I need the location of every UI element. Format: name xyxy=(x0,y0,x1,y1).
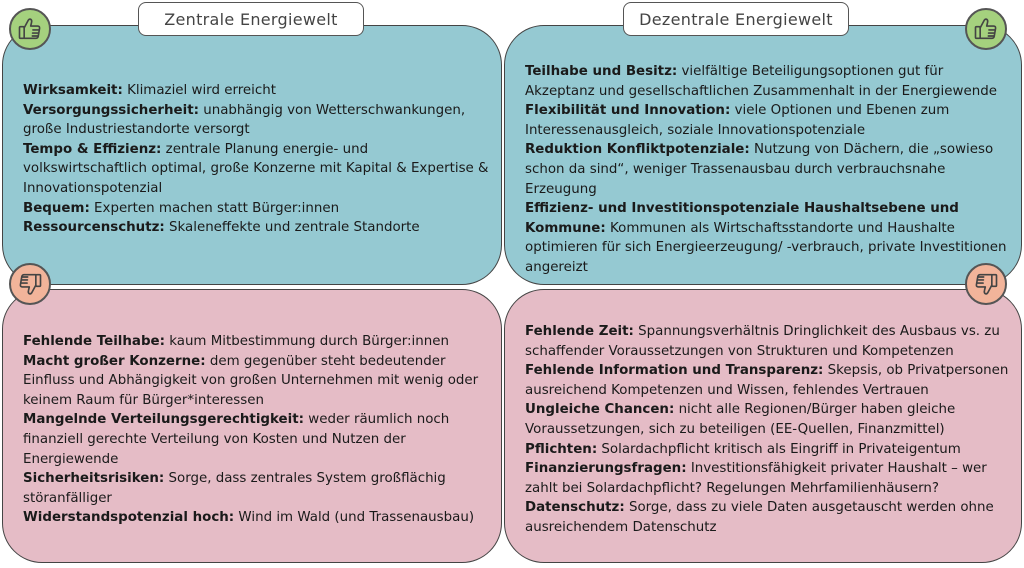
item-text: Investitionsfähigkeit privater Haushalt – wer zahlt bei Solardachpflicht? Regelungen Mehrfamilienhäusern? xyxy=(525,461,987,496)
thumbs-down-icon xyxy=(965,263,1007,305)
list-item xyxy=(23,410,493,469)
item-term: Bequem: xyxy=(23,200,90,216)
item-text: vielfältige Beteiligungsoptionen gut für Akzeptanz und gesellschaftlichen Zusammenhalt in der Energiewende xyxy=(525,64,997,99)
item-text: Skaleneffekte und zentrale Standorte xyxy=(164,220,420,236)
header-zentrale-energiewelt: Zentrale Energiewelt xyxy=(138,2,364,36)
item-term: Fehlende Teilhabe: xyxy=(23,334,165,349)
item-term: Wirksamkeit: xyxy=(23,83,123,98)
list-item xyxy=(525,101,1015,140)
list-item xyxy=(525,459,1015,498)
item-text: kaum Mitbestimmung durch Bürger:innen xyxy=(164,334,449,349)
item-term: Mangelnde Verteilungsgerechtigkeit: xyxy=(23,412,304,428)
item-text: Sorge, dass zentrales System großflächig störanfälliger xyxy=(23,471,446,506)
list-item xyxy=(525,400,1015,439)
item-text: Nutzung von Dächern, die „sowieso schon da sind“, weniger Trassenausbau durch verbrauchsnahe Erzeugung xyxy=(525,142,994,197)
item-term: Widerstandspotenzial hoch: xyxy=(23,510,235,526)
item-text: Spannungsverhältnis Dringlichkeit des Ausbaus vs. zu schaffender Voraussetzungen von Strukturen und Kompetenzen xyxy=(525,324,1000,359)
item-text: unabhängig von Wetterschwankungen, große Industriestandorte versorgt xyxy=(23,102,466,138)
item-term: Macht großer Konzerne: xyxy=(23,353,206,369)
item-text: Experten machen statt Bürger:innen xyxy=(89,200,340,216)
dezentral-pro-panel xyxy=(504,25,1022,285)
item-text: Kommunen als Wirtschaftsstandorte und Haushalte optimieren für sich Energieerzeugung/ -verbrauch, private Investitionen angereizt xyxy=(525,220,1007,275)
dezentral-con-panel xyxy=(504,289,1022,563)
item-term: Sicherheitsrisiken: xyxy=(23,471,165,487)
item-term: Effizienz- und Investitionspotenziale Haushaltsebene und Kommune: xyxy=(525,201,959,236)
item-term: Ressourcenschutz: xyxy=(23,220,165,236)
item-term: Flexibilität und Innovation: xyxy=(525,103,731,119)
list-item xyxy=(23,81,493,101)
list-item xyxy=(525,322,1015,361)
item-term: Datenschutz: xyxy=(525,500,625,516)
list-item xyxy=(23,140,493,199)
item-term: Fehlende Information und Transparenz: xyxy=(525,363,824,379)
list-item xyxy=(23,199,493,219)
list-item xyxy=(525,440,1015,460)
item-text: Klimaziel wird erreicht xyxy=(122,83,276,98)
list-item xyxy=(23,101,493,140)
list-item xyxy=(23,508,493,528)
item-term: Tempo & Effizienz: xyxy=(23,141,162,157)
dezentral-pro-list xyxy=(525,62,1015,278)
zentral-con-panel xyxy=(2,289,502,563)
item-text: Wind im Wald (und Trassenausbau) xyxy=(234,510,475,526)
item-text: dem gegenüber steht bedeutender Einfluss und Abhängigkeit von großen Unternehmen mit wenig oder keinem Raum für Bürger*interessen xyxy=(23,353,479,408)
header-dezentrale-energiewelt: Dezentrale Energiewelt xyxy=(623,2,849,36)
item-text: Sorge, dass zu viele Daten ausgetauscht werden ohne ausreichendem Datenschutz xyxy=(525,500,994,535)
item-term: Reduktion Konfliktpotenziale: xyxy=(525,142,750,158)
thumbs-down-icon xyxy=(9,263,51,305)
zentral-con-list xyxy=(23,332,493,528)
item-text: Skepsis, ob Privatpersonen ausreichend Kompetenzen und Wissen, fehlendes Vertrauen xyxy=(525,363,1009,398)
item-term: Pflichten: xyxy=(525,441,598,457)
list-item xyxy=(525,140,1015,199)
item-text: zentrale Planung energie- und volkswirtschaftlich optimal, große Konzerne mit Kapital & Expertise & Innovationspotenzial xyxy=(23,141,489,196)
item-term: Fehlende Zeit: xyxy=(525,324,634,339)
zentral-pro-list xyxy=(23,81,493,238)
list-item xyxy=(525,498,1015,537)
list-item xyxy=(525,199,1015,277)
list-item xyxy=(23,352,493,411)
item-term: Teilhabe und Besitz: xyxy=(525,64,678,79)
item-term: Finanzierungsfragen: xyxy=(525,461,687,477)
item-text: nicht alle Regionen/Bürger haben gleiche Voraussetzungen, sich zu beteiligen (EE-Quellen, Finanzmittel) xyxy=(525,402,956,437)
dezentral-con-list xyxy=(525,322,1015,538)
item-term: Versorgungssicherheit: xyxy=(23,102,199,118)
item-text: viele Optionen und Ebenen zum Interessenausgleich, soziale Innovationspotenziale xyxy=(525,103,950,138)
item-term: Ungleiche Chancen: xyxy=(525,402,675,418)
thumbs-up-icon xyxy=(9,8,51,50)
list-item xyxy=(23,218,493,238)
list-item xyxy=(525,62,1015,101)
list-item xyxy=(23,469,493,508)
item-text: Solardachpflicht kritisch als Eingriff in Privateigentum xyxy=(597,441,961,457)
item-text: weder räumlich noch finanziell gerechte Verteilung von Kosten und Nutzen der Energiewende xyxy=(23,412,450,467)
zentral-pro-panel xyxy=(2,25,502,285)
list-item xyxy=(23,332,493,352)
thumbs-up-icon xyxy=(965,8,1007,50)
list-item xyxy=(525,361,1015,400)
